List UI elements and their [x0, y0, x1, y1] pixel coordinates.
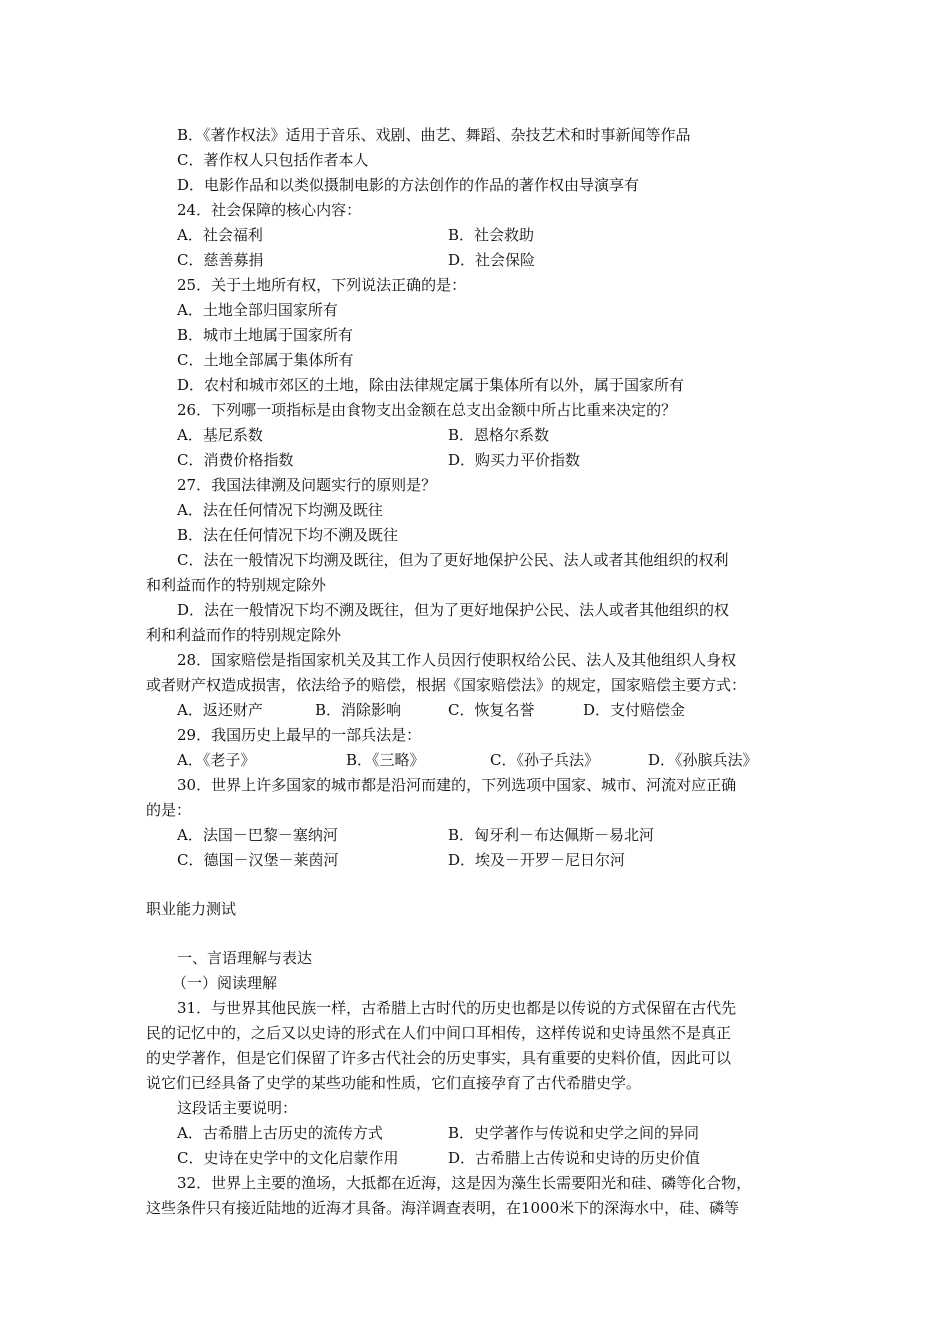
q31-paragraph-line3: 的史学著作，但是它们保留了许多古代社会的历史事实，具有重要的史料价值，因此可以 [146, 1049, 732, 1067]
q23-option-c: C．著作权人只包括作者本人 [177, 151, 369, 169]
q26-option-c: C．消费价格指数 [177, 451, 294, 469]
q32-paragraph-line1: 32．世界上主要的渔场，大抵都在近海，这是因为藻生长需要阳光和硅、磷等化合物， [177, 1174, 752, 1192]
q25-stem: 25．关于土地所有权，下列说法正确的是： [177, 276, 467, 294]
q27-option-c-line2: 和利益而作的特别规定除外 [146, 576, 327, 594]
q24-option-c: C．慈善募捐 [177, 251, 264, 269]
part1-heading: 一、言语理解与表达 [177, 949, 313, 967]
q29-option-a: A．《老子》 [177, 751, 256, 769]
q30-stem-line1: 30．世界上许多国家的城市都是沿河而建的，下列选项中国家、城市、河流对应正确 [177, 776, 737, 794]
q27-option-c-line1: C．法在一般情况下均溯及既往，但为了更好地保护公民、法人或者其他组织的权利 [177, 551, 729, 569]
q31-option-c: C．史诗在史学中的文化启蒙作用 [177, 1149, 399, 1167]
q26-option-d: D．购买力平价指数 [448, 451, 581, 469]
q30-option-b: B．匈牙利－布达佩斯－易北河 [448, 826, 655, 844]
q26-option-b: B．恩格尔系数 [448, 426, 550, 444]
q24-option-b: B．社会救助 [448, 226, 535, 244]
q31-option-d: D．古希腊上古传说和史诗的历史价值 [448, 1149, 701, 1167]
q31-option-b: B．史学著作与传说和史学之间的异同 [448, 1124, 700, 1142]
q27-option-a: A．法在任何情况下均溯及既往 [177, 501, 383, 519]
q30-option-a: A．法国－巴黎－塞纳河 [177, 826, 338, 844]
q23-option-d: D．电影作品和以类似摄制电影的方法创作的作品的著作权由导演享有 [177, 176, 640, 194]
q23-option-b: B．《著作权法》适用于音乐、戏剧、曲艺、舞蹈、杂技艺术和时事新闻等作品 [177, 126, 691, 144]
q31-paragraph-line4: 说它们已经具备了史学的某些功能和性质，它们直接孕育了古代希腊史学。 [146, 1074, 642, 1092]
q29-option-c: C．《孙子兵法》 [490, 751, 599, 769]
q27-option-b: B．法在任何情况下均不溯及既往 [177, 526, 399, 544]
q24-option-d: D．社会保险 [448, 251, 536, 269]
q28-option-a: A．返还财产 [177, 701, 263, 719]
q31-option-a: A．古希腊上古历史的流传方式 [177, 1124, 383, 1142]
q25-option-b: B．城市土地属于国家所有 [177, 326, 354, 344]
q25-option-d: D．农村和城市郊区的土地，除由法律规定属于集体所有以外，属于国家所有 [177, 376, 685, 394]
q28-option-c: C．恢复名誉 [448, 701, 535, 719]
section-title: 职业能力测试 [146, 900, 237, 918]
q27-stem: 27．我国法律溯及问题实行的原则是？ [177, 476, 437, 494]
q27-option-d-line2: 利和利益而作的特别规定除外 [146, 626, 342, 644]
q31-question: 这段话主要说明： [177, 1099, 298, 1117]
q26-option-a: A．基尼系数 [177, 426, 263, 444]
q28-option-d: D．支付赔偿金 [583, 701, 686, 719]
q29-option-b: B．《三略》 [346, 751, 425, 769]
q30-stem-line2: 的是： [146, 801, 192, 819]
q29-option-d: D．《孙膑兵法》 [648, 751, 758, 769]
q30-option-c: C．德国－汉堡－莱茵河 [177, 851, 339, 869]
q26-stem: 26．下列哪一项指标是由食物支出金额在总支出金额中所占比重来决定的？ [177, 401, 677, 419]
q25-option-a: A．土地全部归国家所有 [177, 301, 338, 319]
q28-stem-line1: 28．国家赔偿是指国家机关及其工作人员因行使职权给公民、法人及其他组织人身权 [177, 651, 737, 669]
q25-option-c: C．土地全部属于集体所有 [177, 351, 354, 369]
q30-option-d: D．埃及－开罗－尼日尔河 [448, 851, 626, 869]
q24-option-a: A．社会福利 [177, 226, 263, 244]
part1-subheading: （一）阅读理解 [172, 974, 278, 992]
q29-stem: 29．我国历史上最早的一部兵法是： [177, 726, 422, 744]
q24-stem: 24．社会保障的核心内容： [177, 201, 362, 219]
q28-stem-line2: 或者财产权造成损害，依法给予的赔偿，根据《国家赔偿法》的规定，国家赔偿主要方式： [146, 676, 747, 694]
q27-option-d-line1: D．法在一般情况下均不溯及既往，但为了更好地保护公民、法人或者其他组织的权 [177, 601, 730, 619]
q28-option-b: B．消除影响 [315, 701, 402, 719]
q31-paragraph-line2: 民的记忆中的，之后又以史诗的形式在人们中间口耳相传，这样传说和史诗虽然不是真正 [146, 1024, 732, 1042]
q32-paragraph-line2: 这些条件只有接近陆地的近海才具备。海洋调查表明，在1000米下的深海水中，硅、磷等 [146, 1199, 740, 1217]
q31-paragraph-line1: 31．与世界其他民族一样，古希腊上古时代的历史也都是以传说的方式保留在古代先 [177, 999, 737, 1017]
